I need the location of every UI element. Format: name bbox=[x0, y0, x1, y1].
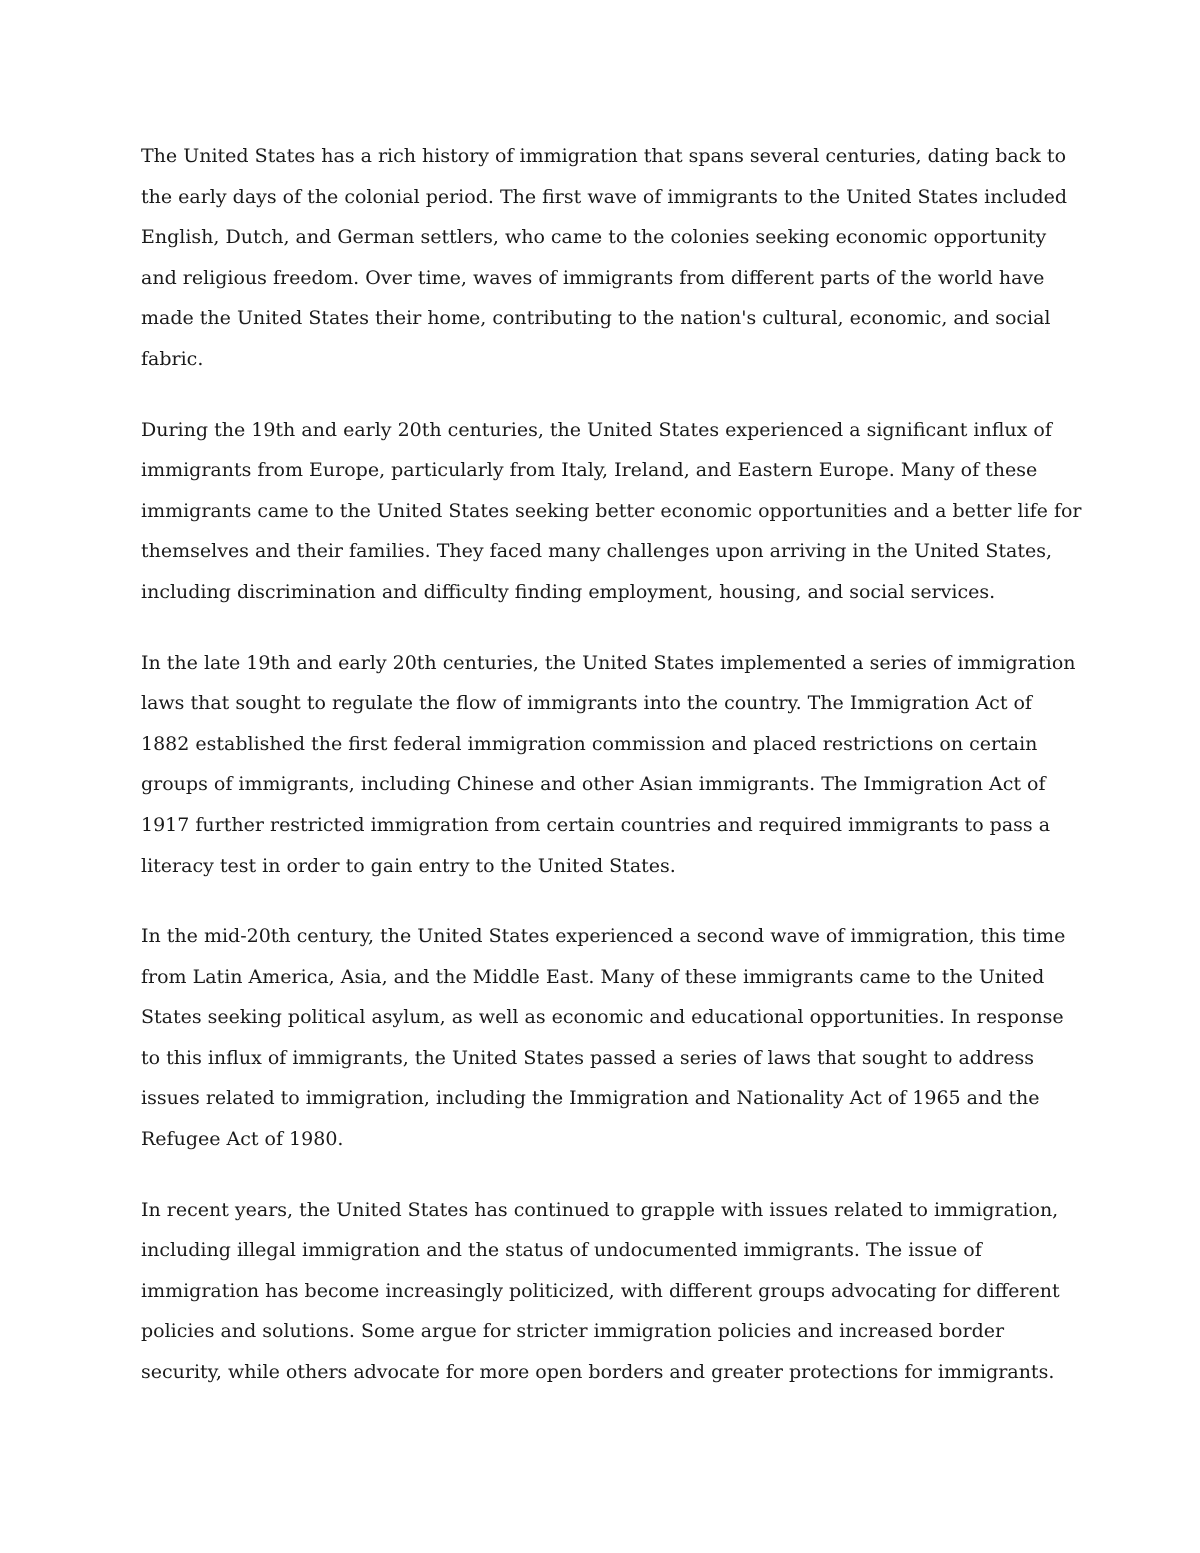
text-line: In recent years, the United States has continued to grapple with issues related to immigration, bbox=[141, 1198, 1059, 1221]
text-line: policies and solutions. Some argue for stricter immigration policies and increased border bbox=[141, 1320, 1005, 1343]
text-line: immigrants came to the United States seeking better economic opportunities and a better life for bbox=[141, 499, 1082, 522]
text-line: immigration has become increasingly politicized, with different groups advocating for different bbox=[141, 1279, 1060, 1302]
text-line: groups of immigrants, including Chinese and other Asian immigrants. The Immigration Act of bbox=[141, 773, 1046, 796]
text-line: English, Dutch, and German settlers, who came to the colonies seeking economic opportunity bbox=[141, 226, 1047, 249]
paragraph-1 bbox=[141, 136, 1068, 380]
paragraph-5 bbox=[141, 1190, 1061, 1393]
text-line: literacy test in order to gain entry to the United States. bbox=[141, 854, 676, 877]
text-line: The United States has a rich history of immigration that spans several centuries, dating back to bbox=[141, 145, 1067, 167]
text-line: to this influx of immigrants, the United States passed a series of laws that sought to address bbox=[141, 1046, 1034, 1069]
text-line: including discrimination and difficulty finding employment, housing, and social services. bbox=[141, 580, 996, 603]
text-line: and religious freedom. Over time, waves of immigrants from different parts of the world have bbox=[141, 266, 1045, 289]
text-line: In the mid-20th century, the United States experienced a second wave of immigration, this time bbox=[141, 925, 1066, 948]
text-line: from Latin America, Asia, and the Middle East. Many of these immigrants came to the United bbox=[141, 965, 1045, 988]
text-line: immigrants from Europe, particularly from Italy, Ireland, and Eastern Europe. Many of these bbox=[141, 459, 1038, 482]
text-line: Refugee Act of 1980. bbox=[141, 1128, 344, 1151]
text-line: During the 19th and early 20th centuries, the United States experienced a significant influx of bbox=[141, 418, 1052, 441]
paragraph-3 bbox=[141, 643, 1076, 887]
text-line: including illegal immigration and the status of undocumented immigrants. The issue of bbox=[141, 1239, 982, 1262]
text-line: laws that sought to regulate the flow of immigrants into the country. The Immigration Act of bbox=[141, 692, 1032, 715]
text-line: 1917 further restricted immigration from certain countries and required immigrants to pass a bbox=[141, 813, 1051, 836]
text-line: the early days of the colonial period. The first wave of immigrants to the United States included bbox=[141, 185, 1068, 208]
text-line: fabric. bbox=[141, 347, 204, 370]
text-line: issues related to immigration, including the Immigration and Nationality Act of 1965 and the bbox=[141, 1087, 1040, 1110]
text-line: security, while others advocate for more open borders and greater protections for immigrants. bbox=[141, 1361, 1055, 1384]
text-line: 1882 established the first federal immigration commission and placed restrictions on certain bbox=[141, 732, 1038, 755]
document-body bbox=[141, 136, 1082, 1423]
text-line: themselves and their families. They faced many challenges upon arriving in the United States, bbox=[141, 540, 1052, 563]
text-line: made the United States their home, contributing to the nation's cultural, economic, and social bbox=[141, 307, 1051, 330]
paragraph-2 bbox=[141, 410, 1082, 613]
text-line: States seeking political asylum, as well as economic and educational opportunities. In response bbox=[141, 1006, 1064, 1029]
paragraph-4 bbox=[141, 916, 1066, 1160]
text-line: In the late 19th and early 20th centuries, the United States implemented a series of immigration bbox=[141, 651, 1076, 674]
